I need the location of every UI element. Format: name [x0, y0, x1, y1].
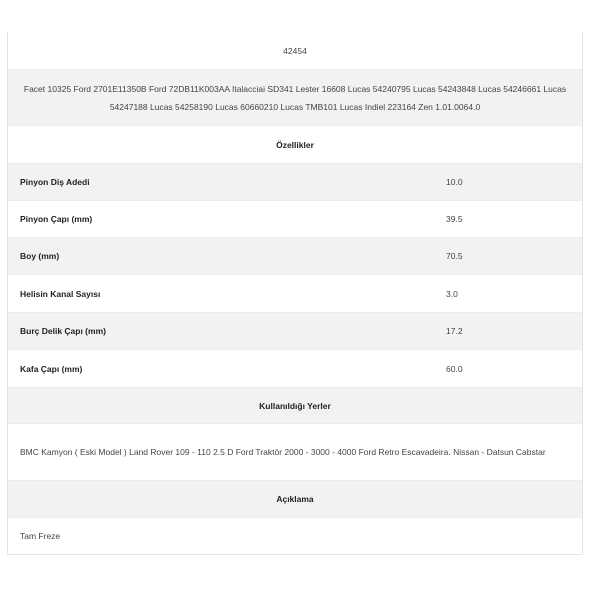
- product-detail-table: [7, 32, 583, 555]
- usage-heading: Kullanıldığı Yerler: [259, 400, 331, 411]
- features-heading-row: [8, 125, 582, 163]
- spec-value: 10.0: [446, 177, 463, 187]
- spec-row: [8, 237, 582, 274]
- spec-value: 3.0: [446, 288, 458, 299]
- spec-label: Burç Delik Çapı (mm): [20, 326, 106, 336]
- spec-value: 60.0: [446, 363, 463, 374]
- spec-row: [8, 349, 582, 387]
- spec-row: [8, 274, 582, 312]
- cross-reference-list: Facet 10325 Ford 2701E11350B Ford 72DB11K003AA Italacciai SD341 Lester 16608 Lucas 54240795 Lucas 54243848 Lucas 54246661 Lucas 54247188 Lucas 54258190 Lucas 60660210 Lucas TMB101 Lucas Indiel 223164 Zen 1.01.0064.0: [23, 83, 567, 112]
- usage-row: [8, 423, 582, 480]
- spec-label: Kafa Çapı (mm): [20, 363, 83, 374]
- description-text: Tam Freze: [20, 531, 61, 541]
- spec-label: Pinyon Diş Adedi: [20, 177, 90, 187]
- features-heading: Özellikler: [276, 139, 314, 150]
- spec-value: 39.5: [446, 214, 463, 224]
- spec-label: Boy (mm): [20, 251, 60, 261]
- spec-row: [8, 312, 582, 349]
- product-code: 42454: [283, 45, 307, 56]
- cross-reference-row: [8, 69, 582, 125]
- spec-label: Pinyon Çapı (mm): [20, 214, 93, 224]
- product-code-row: [8, 32, 582, 69]
- description-row: [8, 517, 582, 554]
- usage-text: BMC Kamyon ( Eski Model ) Land Rover 109 - 110 2.5 D Ford Traktör 2000 - 3000 - 4000 Ford Retro Escavadeira. Nissan - Datsun Cabstar: [20, 447, 546, 457]
- usage-heading-row: [8, 387, 582, 423]
- spec-value: 70.5: [446, 251, 463, 261]
- spec-row: [8, 163, 582, 200]
- spec-value: 17.2: [446, 326, 463, 336]
- description-heading: Açıklama: [276, 494, 314, 504]
- description-heading-row: [8, 480, 582, 517]
- spec-row: [8, 200, 582, 237]
- spec-label: Helisin Kanal Sayısı: [20, 288, 101, 299]
